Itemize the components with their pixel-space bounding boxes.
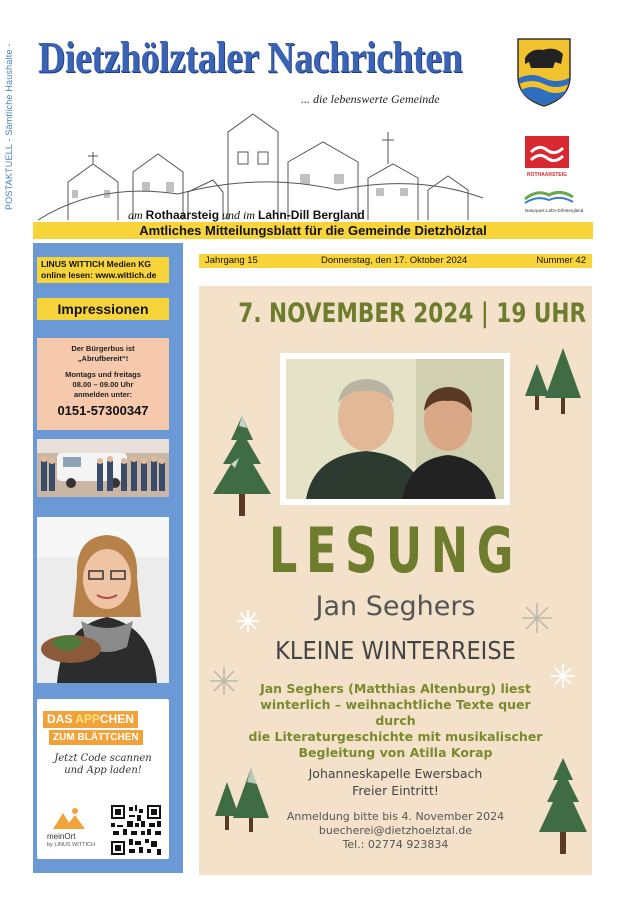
app-promo-handwriting: Jetzt Code scannen und App laden! <box>54 753 152 776</box>
meinort-by: by LINUS WITTICH <box>47 842 95 848</box>
official-gazette-banner: Amtliches Mitteilungsblatt für die Gemeinde Dietzhölztal <box>33 222 593 239</box>
tree-icon <box>209 414 275 518</box>
app-promo-subtitle: ZUM BLÄTTCHEN <box>49 730 143 745</box>
snowflake-icon <box>549 662 577 690</box>
event-headline: LESUNG <box>268 514 523 587</box>
publisher-info <box>37 257 169 283</box>
issue-date: Donnerstag, den 17. Oktober 2024 <box>321 255 468 266</box>
issue-info-bar <box>199 254 592 268</box>
publisher-name: LINUS WITTICH Medien KG <box>41 259 152 269</box>
impressionen-heading: Impressionen <box>37 298 169 320</box>
svg-text:Naturpark Lahn-Dill-Bergland: Naturpark Lahn-Dill-Bergland <box>525 208 584 213</box>
meinort-brand: meinOrt <box>47 832 76 841</box>
svg-text:ROTHAARSTEIG: ROTHAARSTEIG <box>527 172 567 178</box>
publisher-online: online lesen: www.wittich.de <box>41 270 157 280</box>
masthead-tagline: am Rothaarsteig und im Lahn-Dill Bergland <box>128 208 365 222</box>
newspaper-subtitle: ... die lebenswerte Gemeinde <box>301 92 440 106</box>
distribution-label: POSTAKTUELL - Sämtliche Haushalte - <box>4 43 14 210</box>
author-duo-photo <box>286 359 504 499</box>
bus-phone: 0151-57300347 <box>57 403 149 418</box>
trees-icon <box>519 346 583 424</box>
bus-line-1: Der Bürgerbus ist <box>71 344 135 353</box>
registration-deadline: Anmeldung bitte bis 4. November 2024 <box>286 810 505 823</box>
event-admission: Freier Eintritt! <box>352 783 439 798</box>
event-description: Jan Seghers (Matthias Altenburg) liest winterlich – weihnachtliche Texte quer durch die Literaturgeschichte mit musikalischer Begleitung von Atilla Korap <box>248 681 543 760</box>
issue-volume: Jahrgang 15 <box>205 255 258 266</box>
newspaper-title: Dietzhölztaler Nachrichten <box>38 33 463 82</box>
contact-email[interactable]: buecherei@dietzhoelztal.de <box>318 824 473 837</box>
left-sidebar <box>33 243 183 873</box>
bus-line-2: „Abrufbereit“! <box>77 354 129 363</box>
bus-line-3: Montags und freitags <box>65 370 141 379</box>
bus-group-photo <box>37 439 169 497</box>
masthead <box>33 32 593 242</box>
contact-phone: Tel.: 02774 923834 <box>342 838 449 851</box>
event-venue: Johanneskapelle Ewersbach <box>308 766 483 781</box>
reading-title: KLEINE WINTERREISE <box>275 636 516 665</box>
author-photo <box>280 353 510 505</box>
naturpark-logo <box>523 187 584 215</box>
qr-code-icon[interactable] <box>109 803 163 857</box>
snowflake-icon <box>207 664 241 698</box>
citizen-bus-notice <box>37 338 169 430</box>
bus-line-5: anmelden unter: <box>73 390 133 399</box>
app-promo[interactable] <box>37 699 169 859</box>
bus-line-4: 08.00 – 09.00 Uhr <box>72 380 134 389</box>
meinort-logo-icon <box>49 805 89 833</box>
rothaarsteig-logo <box>523 134 571 178</box>
author-name: Jan Seghers <box>315 591 476 622</box>
woman-portrait-photo <box>37 517 169 683</box>
coat-of-arms <box>515 36 573 108</box>
event-poster <box>199 286 592 875</box>
app-promo-title: DAS APPCHEN <box>43 711 138 728</box>
issue-number: Nummer 42 <box>536 255 586 266</box>
event-date-time: 7. NOVEMBER 2024 | 19 UHR <box>238 298 587 329</box>
